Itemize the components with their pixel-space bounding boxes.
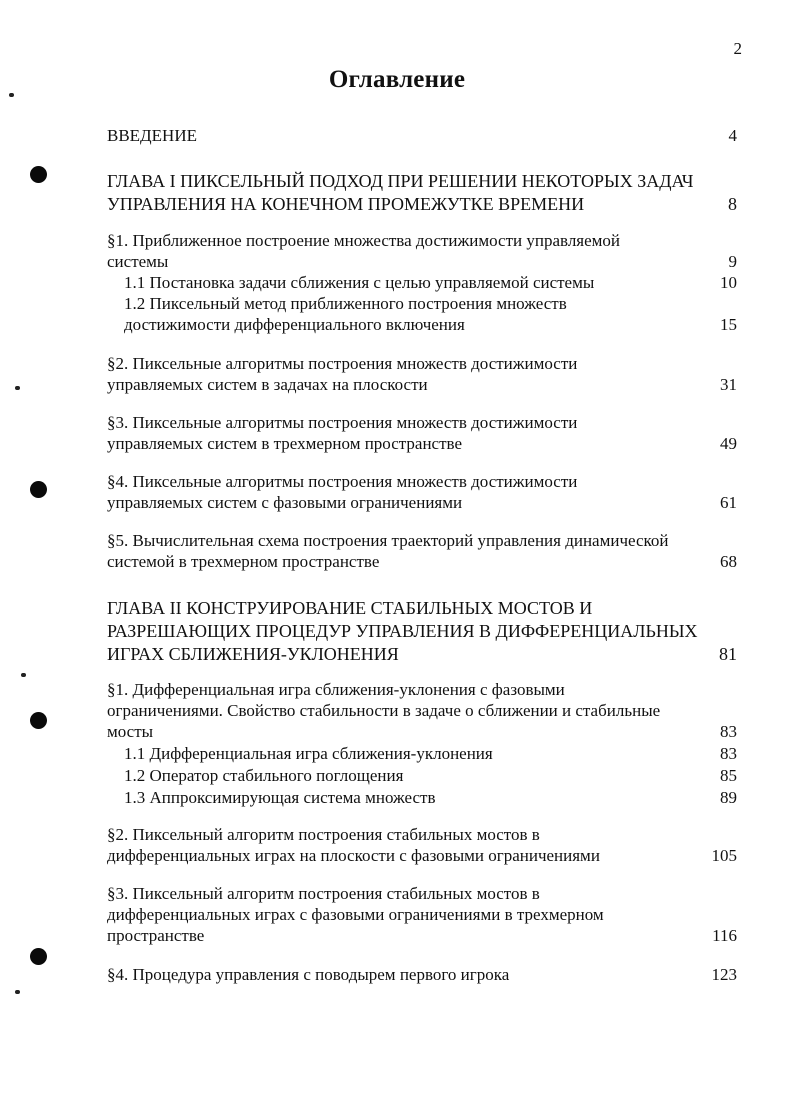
toc-entry-ch1-sec1[interactable] (107, 230, 737, 272)
toc-entry-ch1-sec2[interactable] (107, 353, 737, 395)
toc-entry-introduction[interactable] (107, 125, 737, 146)
toc-entry-line: ГЛАВА I ПИКСЕЛЬНЫЙ ПОДХОД ПРИ РЕШЕНИИ НЕКОТОРЫХ ЗАДАЧ (107, 171, 694, 191)
toc-entry-line: УПРАВЛЕНИЯ НА КОНЕЧНОМ ПРОМЕЖУТКЕ ВРЕМЕНИ (107, 194, 585, 214)
toc-entry-ch1-sec1-2[interactable] (124, 293, 737, 335)
toc-page-number: 49 (720, 434, 737, 453)
toc-entry-line: 1.3 Аппроксимирующая система множеств (124, 788, 436, 807)
toc-entry-line: достижимости дифференциального включения (124, 315, 465, 334)
toc-entry-ch1-sec3[interactable] (107, 412, 737, 454)
toc-entry-chapter-2[interactable] (107, 597, 737, 666)
toc-entry-line: §1. Приближенное построение множества достижимости управляемой (107, 231, 621, 250)
toc-page-number: 61 (720, 493, 737, 512)
page-title: Оглавление (328, 66, 466, 93)
toc-entry-line: §4. Процедура управления с поводырем первого игрока (107, 965, 510, 984)
toc-entry-line: 1.2 Оператор стабильного поглощения (124, 766, 404, 785)
toc-page-number: 105 (711, 846, 737, 865)
toc-entry-line: §2. Пиксельный алгоритм построения стабильных мостов в (107, 825, 540, 844)
page-number: 2 (733, 39, 742, 58)
toc-page-number: 4 (728, 126, 737, 145)
toc-entry-line: 1.1 Постановка задачи сближения с целью управляемой системы (124, 273, 595, 292)
toc-page-number: 83 (720, 722, 737, 741)
toc-entry-line: системы (107, 252, 169, 271)
toc-entry-line: РАЗРЕШАЮЩИХ ПРОЦЕДУР УПРАВЛЕНИЯ В ДИФФЕРЕНЦИАЛЬНЫХ (107, 621, 698, 641)
toc-entry-line: §3. Пиксельный алгоритм построения стабильных мостов в (107, 884, 540, 903)
toc-entry-ch1-sec5[interactable] (107, 530, 737, 572)
toc-entry-line: ИГРАХ СБЛИЖЕНИЯ-УКЛОНЕНИЯ (107, 644, 399, 664)
toc-entry-line: пространстве (107, 926, 205, 945)
toc-page-number: 123 (711, 965, 737, 984)
toc-entry-ch2-sec1[interactable] (107, 679, 737, 742)
toc-page-number: 8 (728, 194, 737, 214)
toc-entry-line: ВВЕДЕНИЕ (107, 126, 197, 145)
toc-entry-line: ГЛАВА II КОНСТРУИРОВАНИЕ СТАБИЛЬНЫХ МОСТОВ И (107, 598, 593, 618)
toc-entry-line: ограничениями. Свойство стабильности в задаче о сближении и стабильные (107, 701, 661, 720)
toc-entry-line: §1. Дифференциальная игра сближения-уклонения с фазовыми (107, 680, 565, 699)
toc-page-number: 83 (720, 744, 737, 763)
toc-page-number: 68 (720, 552, 737, 571)
toc-page-number: 10 (720, 273, 737, 292)
toc-page-number: 31 (720, 375, 737, 394)
toc-entry-line: §5. Вычислительная схема построения траекторий управления динамической (107, 531, 669, 550)
toc-page-number: 89 (720, 788, 737, 807)
toc-entry-ch2-sec2[interactable] (107, 824, 737, 866)
toc-entry-ch1-sec1-1[interactable] (124, 272, 737, 293)
toc-entry-ch2-sec3[interactable] (107, 883, 737, 946)
toc-entry-ch2-sec1-2[interactable] (124, 765, 737, 786)
toc-entry-line: §2. Пиксельные алгоритмы построения множеств достижимости (107, 354, 578, 373)
toc-entry-line: системой в трехмерном пространстве (107, 552, 380, 571)
toc-entry-ch2-sec1-3[interactable] (124, 787, 737, 808)
toc-entry-line: §4. Пиксельные алгоритмы построения множеств достижимости (107, 472, 578, 491)
toc-page-number: 116 (712, 926, 737, 945)
toc-entry-ch1-sec4[interactable] (107, 471, 737, 513)
toc-entry-line: управляемых систем в задачах на плоскости (107, 375, 428, 394)
toc-page-number: 9 (728, 252, 737, 271)
toc-page-number: 85 (720, 766, 737, 785)
toc-entry-line: мосты (107, 722, 154, 741)
toc-entry-line: §3. Пиксельные алгоритмы построения множеств достижимости (107, 413, 578, 432)
toc-entry-line: дифференциальных играх на плоскости с фазовыми ограничениями (107, 846, 600, 865)
toc-entry-line: 1.2 Пиксельный метод приближенного построения множеств (124, 294, 567, 313)
toc-page-number: 15 (720, 315, 737, 334)
toc-entry-ch2-sec4[interactable] (107, 964, 737, 985)
toc-page-number: 81 (719, 644, 737, 664)
toc-entry-chapter-1[interactable] (107, 170, 737, 216)
toc-entry-line: 1.1 Дифференциальная игра сближения-уклонения (124, 744, 493, 763)
toc-entry-line: управляемых систем с фазовыми ограничениями (107, 493, 463, 512)
toc-entry-line: дифференциальных играх с фазовыми ограничениями в трехмерном (107, 905, 604, 924)
toc-entry-line: управляемых систем в трехмерном пространстве (107, 434, 463, 453)
toc-entry-ch2-sec1-1[interactable] (124, 743, 737, 764)
